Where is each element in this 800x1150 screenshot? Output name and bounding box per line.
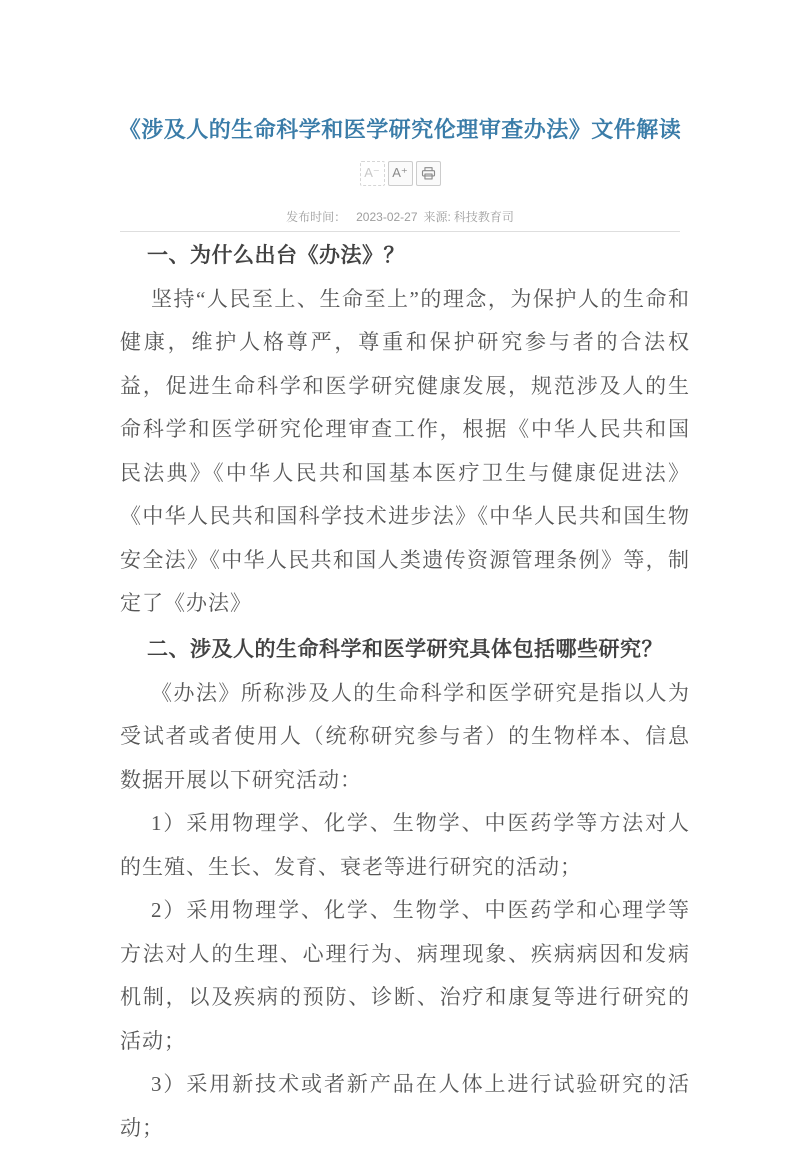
printer-icon	[421, 166, 436, 181]
list-item-2: 2）采用物理学、化学、生物学、中医药学和心理学等方法对人的生理、心理行为、病理现象、疾病病因和发病机制，以及疾病的预防、诊断、治疗和康复等进行研究的活动；	[120, 898, 690, 1053]
page-title: 《涉及人的生命科学和医学研究伦理审查办法》文件解读	[118, 116, 682, 142]
print-button[interactable]	[416, 161, 441, 186]
section-heading-2: 二、涉及人的生命科学和医学研究具体包括哪些研究？	[147, 637, 663, 661]
article-meta	[0, 210, 800, 224]
list-item-1: 1）采用物理学、化学、生物学、中医药学等方法对人的生殖、生长、发育、衰老等进行研究的活动；	[120, 811, 690, 879]
font-decrease-button[interactable]: A⁻	[360, 161, 385, 186]
source-value: 科技教育司	[453, 209, 514, 224]
paragraph-1: 坚持“人民至上、生命至上”的理念，为保护人的生命和健康，维护人格尊严，尊重和保护研究参与者的合法权益，促进生命科学和医学研究健康发展，规范涉及人的生命科学和医学研究伦理审查工作，根据《中华人民共和国民法典》《中华人民共和国基本医疗卫生与健康促进法》《中华人民共和国科学技术进步法》《中华人民共和国生物安全法》《中华人民共和国人类遗传资源管理条例》等，制定了《办法》	[120, 286, 690, 616]
divider	[120, 231, 680, 232]
publish-time-label: 发布时间：	[286, 209, 347, 224]
paragraph-2: 《办法》所称涉及人的生命科学和医学研究是指以人为受试者或者使用人（统称研究参与者）的生物样本、信息数据开展以下研究活动：	[120, 680, 690, 792]
source-label: 来源:	[423, 209, 451, 224]
font-increase-button[interactable]: A⁺	[388, 161, 413, 186]
list-item-3: 3）采用新技术或者新产品在人体上进行试验研究的活动；	[120, 1072, 690, 1140]
article-body	[120, 234, 690, 1150]
section-heading-1: 一、为什么出台《办法》？	[147, 243, 405, 267]
publish-time-value: 2023-02-27	[356, 209, 418, 224]
font-print-toolbar	[0, 161, 800, 186]
